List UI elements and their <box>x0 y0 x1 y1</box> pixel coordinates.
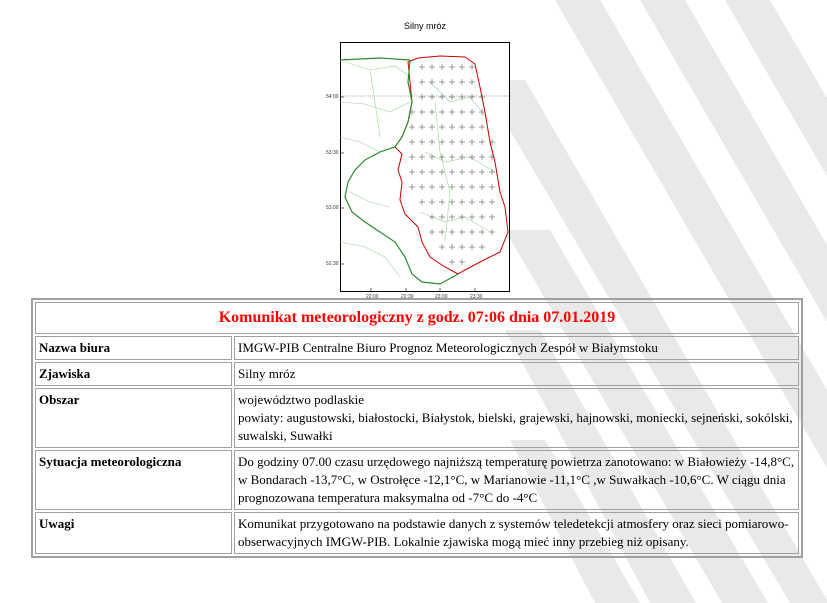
y-tick-label: 52:30 <box>326 261 339 267</box>
row-value <box>234 450 799 510</box>
bulletin-table-container <box>31 298 803 558</box>
row-label: Zjawiska <box>35 362 232 386</box>
table-row <box>35 450 799 510</box>
x-tick-label: 23:00 <box>435 294 448 300</box>
y-tick-label: 53:00 <box>326 205 339 211</box>
warning-map <box>340 42 510 292</box>
value-line: Silny mróz <box>238 366 296 381</box>
x-tick-label: 22:00 <box>366 294 379 300</box>
row-label: Obszar <box>35 388 232 448</box>
bulletin-table <box>33 300 801 556</box>
x-tick-label: 23:30 <box>470 294 483 300</box>
row-label: Nazwa biura <box>35 336 232 360</box>
value-line: Do godziny 07.00 czasu urzędowego najniższą temperaturę powietrza zanotowano: w Białowieży -14,8°C, w Bondarach -13,7°C, w Ostrołęce -12,1°C, w Marianowie -11,1°C ,w Suwałkach -10,6°C. W ciągu dnia prognozowana temperatura maksymalna od -7°C do -4°C <box>238 454 795 505</box>
map-border <box>341 43 510 292</box>
table-row <box>35 388 799 448</box>
y-tick-label: 53:30 <box>326 150 339 156</box>
value-line: IMGW-PIB Centralne Biuro Prognoz Meteorologicznych Zespół w Białymstoku <box>238 340 658 355</box>
table-row <box>35 336 799 360</box>
y-tick-label: 54:00 <box>326 94 339 100</box>
bulletin-header-row <box>35 302 799 334</box>
row-value <box>234 512 799 554</box>
value-line: powiaty: augustowski, białostocki, Białystok, bielski, grajewski, hajnowski, moniecki, sejneński, sokólski, suwalski, Suwałki <box>238 410 793 443</box>
row-label: Uwagi <box>35 512 232 554</box>
row-value <box>234 388 799 448</box>
value-line: Komunikat przygotowano na podstawie danych z systemów teledetekcji atmosfery oraz sieci pomiarowo-obserwacyjnych IMGW-PIB. Lokalnie zjawiska mogą mieć inny przebieg niż opisany. <box>238 516 789 549</box>
row-value <box>234 362 799 386</box>
table-row <box>35 362 799 386</box>
map-title: Silny mróz <box>403 21 446 31</box>
value-line: województwo podlaskie <box>238 392 365 407</box>
table-row <box>35 512 799 554</box>
row-label: Sytuacja meteorologiczna <box>35 450 232 510</box>
bulletin-header: Komunikat meteorologiczny z godz. 07:06 dnia 07.01.2019 <box>35 302 799 334</box>
map-canvas <box>340 42 510 292</box>
x-tick-label: 22:30 <box>401 294 414 300</box>
row-value <box>234 336 799 360</box>
